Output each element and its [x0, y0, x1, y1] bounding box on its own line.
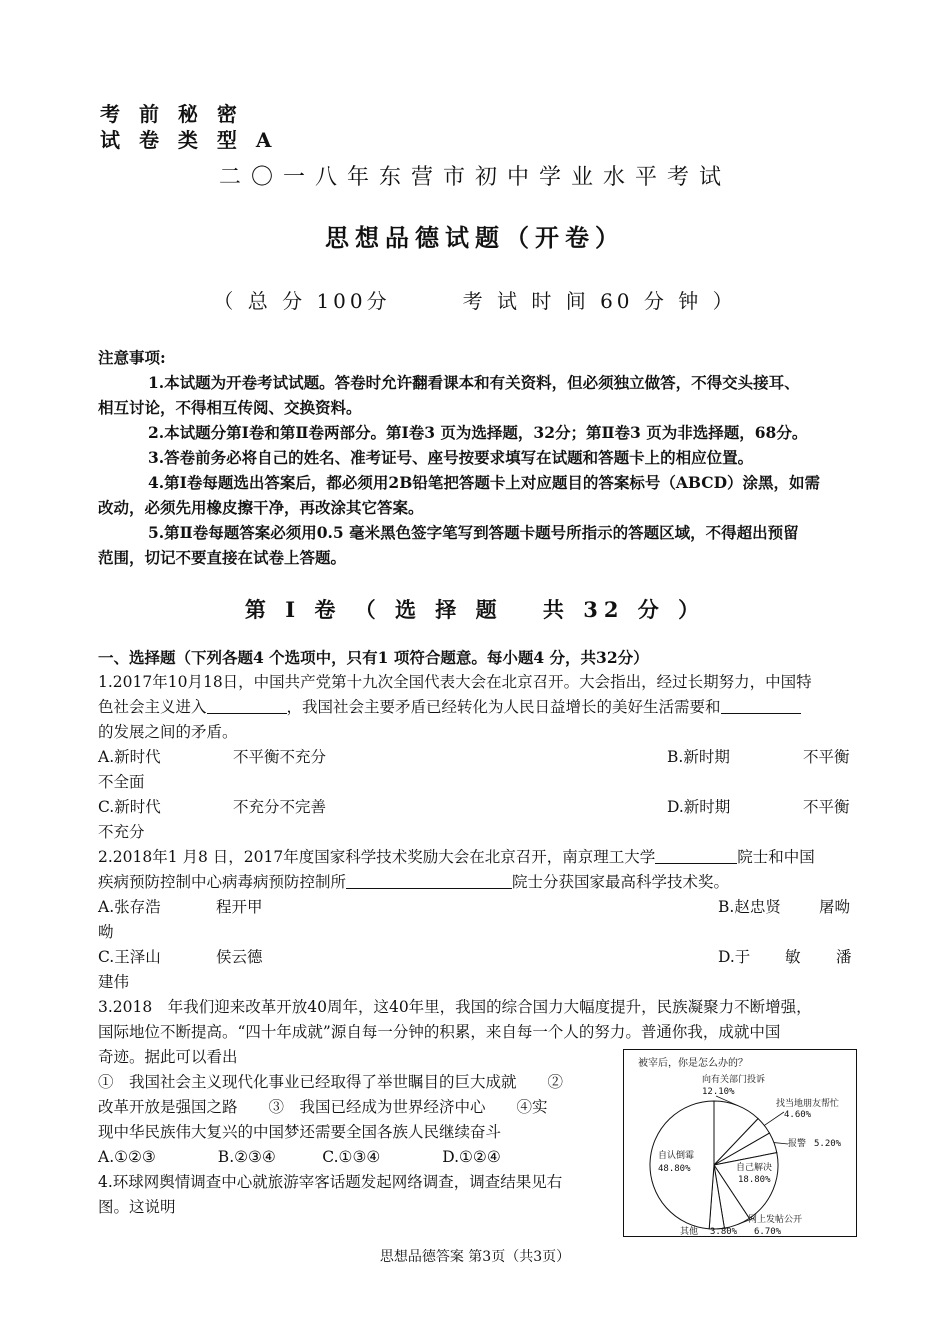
- q1-line: [98, 695, 801, 720]
- secret-label: 考 前 秘 密: [100, 102, 243, 126]
- q2-text: 院士分获国家最高科学技术奖。: [512, 873, 730, 891]
- q3-statement: ① 我国社会主义现代化事业已经取得了举世瞩目的巨大成就 ②: [98, 1073, 564, 1091]
- note-item: 改动，必须先用橡皮擦干净，再改涂其它答案。: [98, 498, 424, 517]
- q2-option: 建伟: [98, 973, 130, 991]
- pie-slice-value: 5.20%: [814, 1139, 842, 1149]
- pie-slice-value: 6.70%: [754, 1227, 782, 1237]
- answer-blank: [721, 697, 801, 714]
- note-item: 5.第Ⅱ卷每题答案必须用0.5 毫米黑色签字笔写到答题卡题号所指示的答题区域，不得超出预留: [148, 523, 799, 542]
- section-title: 第 Ⅰ 卷 （ 选 择 题 共 32 分 ）: [244, 597, 706, 622]
- q1-option: D.新时期: [667, 798, 731, 816]
- exam-title: 二〇一八年东营市初中学业水平考试: [218, 165, 731, 190]
- q1-option: 不平衡: [803, 798, 850, 816]
- pie-slice-value: 4.60%: [784, 1110, 812, 1120]
- q1-option: C.新时代: [98, 798, 161, 816]
- subject-title: 思想品德试题（开卷）: [325, 223, 625, 252]
- pie-leader-line: [774, 1143, 788, 1144]
- section-instruction: 一、选择题（下列各题4 个选项中，只有1 项符合题意。每小题4 分，共32分）: [98, 648, 649, 667]
- q1-option: 不平衡: [803, 748, 850, 766]
- q3-line: 国际地位不断提高。“四十年成就”源自每一分钟的积累，来自每一个人的努力。普通你我，成就中国: [98, 1023, 781, 1041]
- q1-option: 不充分不完善: [233, 798, 327, 816]
- q2-text: 2.2018年1 月8 日，2017年度国家科学技术奖励大会在北京召开，南京理工大学: [98, 848, 656, 866]
- chart-title: 被宰后，你是怎么办的？: [638, 1058, 748, 1069]
- pie-slice-label: 网上发帖公开: [748, 1215, 803, 1225]
- q2-option: 屠呦: [819, 898, 851, 916]
- q2-option: D.于: [718, 948, 751, 966]
- q4-line: 4.环球网舆情调查中心就旅游宰客话题发起网络调查，调查结果见右: [98, 1173, 563, 1191]
- q1-line: 的发展之间的矛盾。: [98, 723, 238, 741]
- q2-line: [98, 870, 729, 895]
- exam-meta: （ 总 分 100分 考 试 时 间 60 分 钟 ）: [213, 289, 737, 313]
- q2-option: B.赵忠贤: [718, 898, 781, 916]
- answer-blank: [655, 847, 737, 864]
- q2-option: 敏: [785, 948, 801, 966]
- q2-option: 潘: [836, 948, 852, 966]
- q3-line: 奇迹。据此可以看出: [98, 1048, 238, 1066]
- pie-slice-value: 48.80%: [658, 1164, 691, 1174]
- q1-option: 不充分: [98, 823, 145, 841]
- q2-option: 程开甲: [216, 898, 263, 916]
- pie-slice-label: 自认倒霉: [658, 1151, 695, 1161]
- q2-option: C.王泽山: [98, 948, 161, 966]
- notes-heading: 注意事项:: [98, 348, 166, 367]
- q4-line: 图。这说明: [98, 1198, 176, 1216]
- q1-text: ，我国社会主要矛盾已经转化为人民日益增长的美好生活需要和: [286, 698, 721, 716]
- q1-option: 不平衡不充分: [233, 748, 327, 766]
- q2-option: A.张存浩: [98, 898, 161, 916]
- pie-chart: [624, 1050, 858, 1238]
- q2-option: 呦: [98, 923, 114, 941]
- q2-text: 疾病预防控制中心病毒病预防控制所: [98, 873, 347, 891]
- q2-option: 侯云德: [216, 948, 263, 966]
- q1-option: B.新时期: [667, 748, 730, 766]
- pie-slice-label: 自己解决: [736, 1163, 773, 1173]
- q3-statement: 改革开放是强国之路 ③ 我国已经成为世界经济中心 ④实: [98, 1098, 548, 1116]
- q2-text: 院士和中国: [737, 848, 815, 866]
- pie-slice-label: 报警: [788, 1139, 807, 1149]
- note-item: 范围，切记不要直接在试卷上答题。: [98, 548, 347, 567]
- pie-chart-figure: [623, 1049, 857, 1237]
- q1-line: 1.2017年10月18日，中国共产党第十九次全国代表大会在北京召开。大会指出，经过长期努力，中国特: [98, 673, 812, 691]
- paper-type-label: 试 卷 类 型 A: [100, 128, 278, 152]
- q1-option: A.新时代: [98, 748, 161, 766]
- note-item: 3.答卷前务必将自己的姓名、准考证号、座号按要求填写在试题和答题卡上的相应位置。: [148, 448, 754, 467]
- pie-slice-value: 3.80%: [710, 1227, 738, 1237]
- q1-text: 色社会主义进入: [98, 698, 207, 716]
- pie-leader-line: [764, 1112, 784, 1125]
- q3-options: A.①②③ B.②③④ C.①③④ D.①②④: [98, 1148, 501, 1166]
- note-item: 相互讨论，不得相互传阅、交换资料。: [98, 398, 362, 417]
- pie-slice-value: 18.80%: [738, 1175, 771, 1185]
- note-item: 1.本试题为开卷考试试题。答卷时允许翻看课本和有关资料，但必须独立做答，不得交头接耳、: [148, 373, 800, 392]
- page-footer: 思想品德答案 第3页（共3页）: [379, 1249, 571, 1265]
- pie-slice-label: 其他: [680, 1227, 699, 1237]
- pie-slice-label: 找当地朋友帮忙: [776, 1099, 840, 1109]
- answer-blank: [346, 872, 512, 889]
- pie-slice-label: 向有关部门投诉: [702, 1075, 766, 1085]
- note-item: 2.本试题分第Ⅰ卷和第Ⅱ卷两部分。第Ⅰ卷3 页为选择题，32分；第Ⅱ卷3 页为非选择题，68分。: [148, 423, 808, 442]
- pie-slice-value: 12.10%: [702, 1087, 735, 1097]
- note-item: 4.第Ⅰ卷每题选出答案后，都必须用2B铅笔把答题卡上对应题目的答案标号（ABCD）涂黑，如需: [148, 473, 821, 492]
- q2-line: [98, 845, 815, 870]
- q1-option: 不全面: [98, 773, 145, 791]
- q3-line: 3.2018 年我们迎来改革开放40周年，这40年里，我国的综合国力大幅度提升，民族凝聚力不断增强，: [98, 998, 812, 1016]
- q3-statement: 现中华民族伟大复兴的中国梦还需要全国各族人民继续奋斗: [98, 1123, 502, 1141]
- answer-blank: [207, 697, 287, 714]
